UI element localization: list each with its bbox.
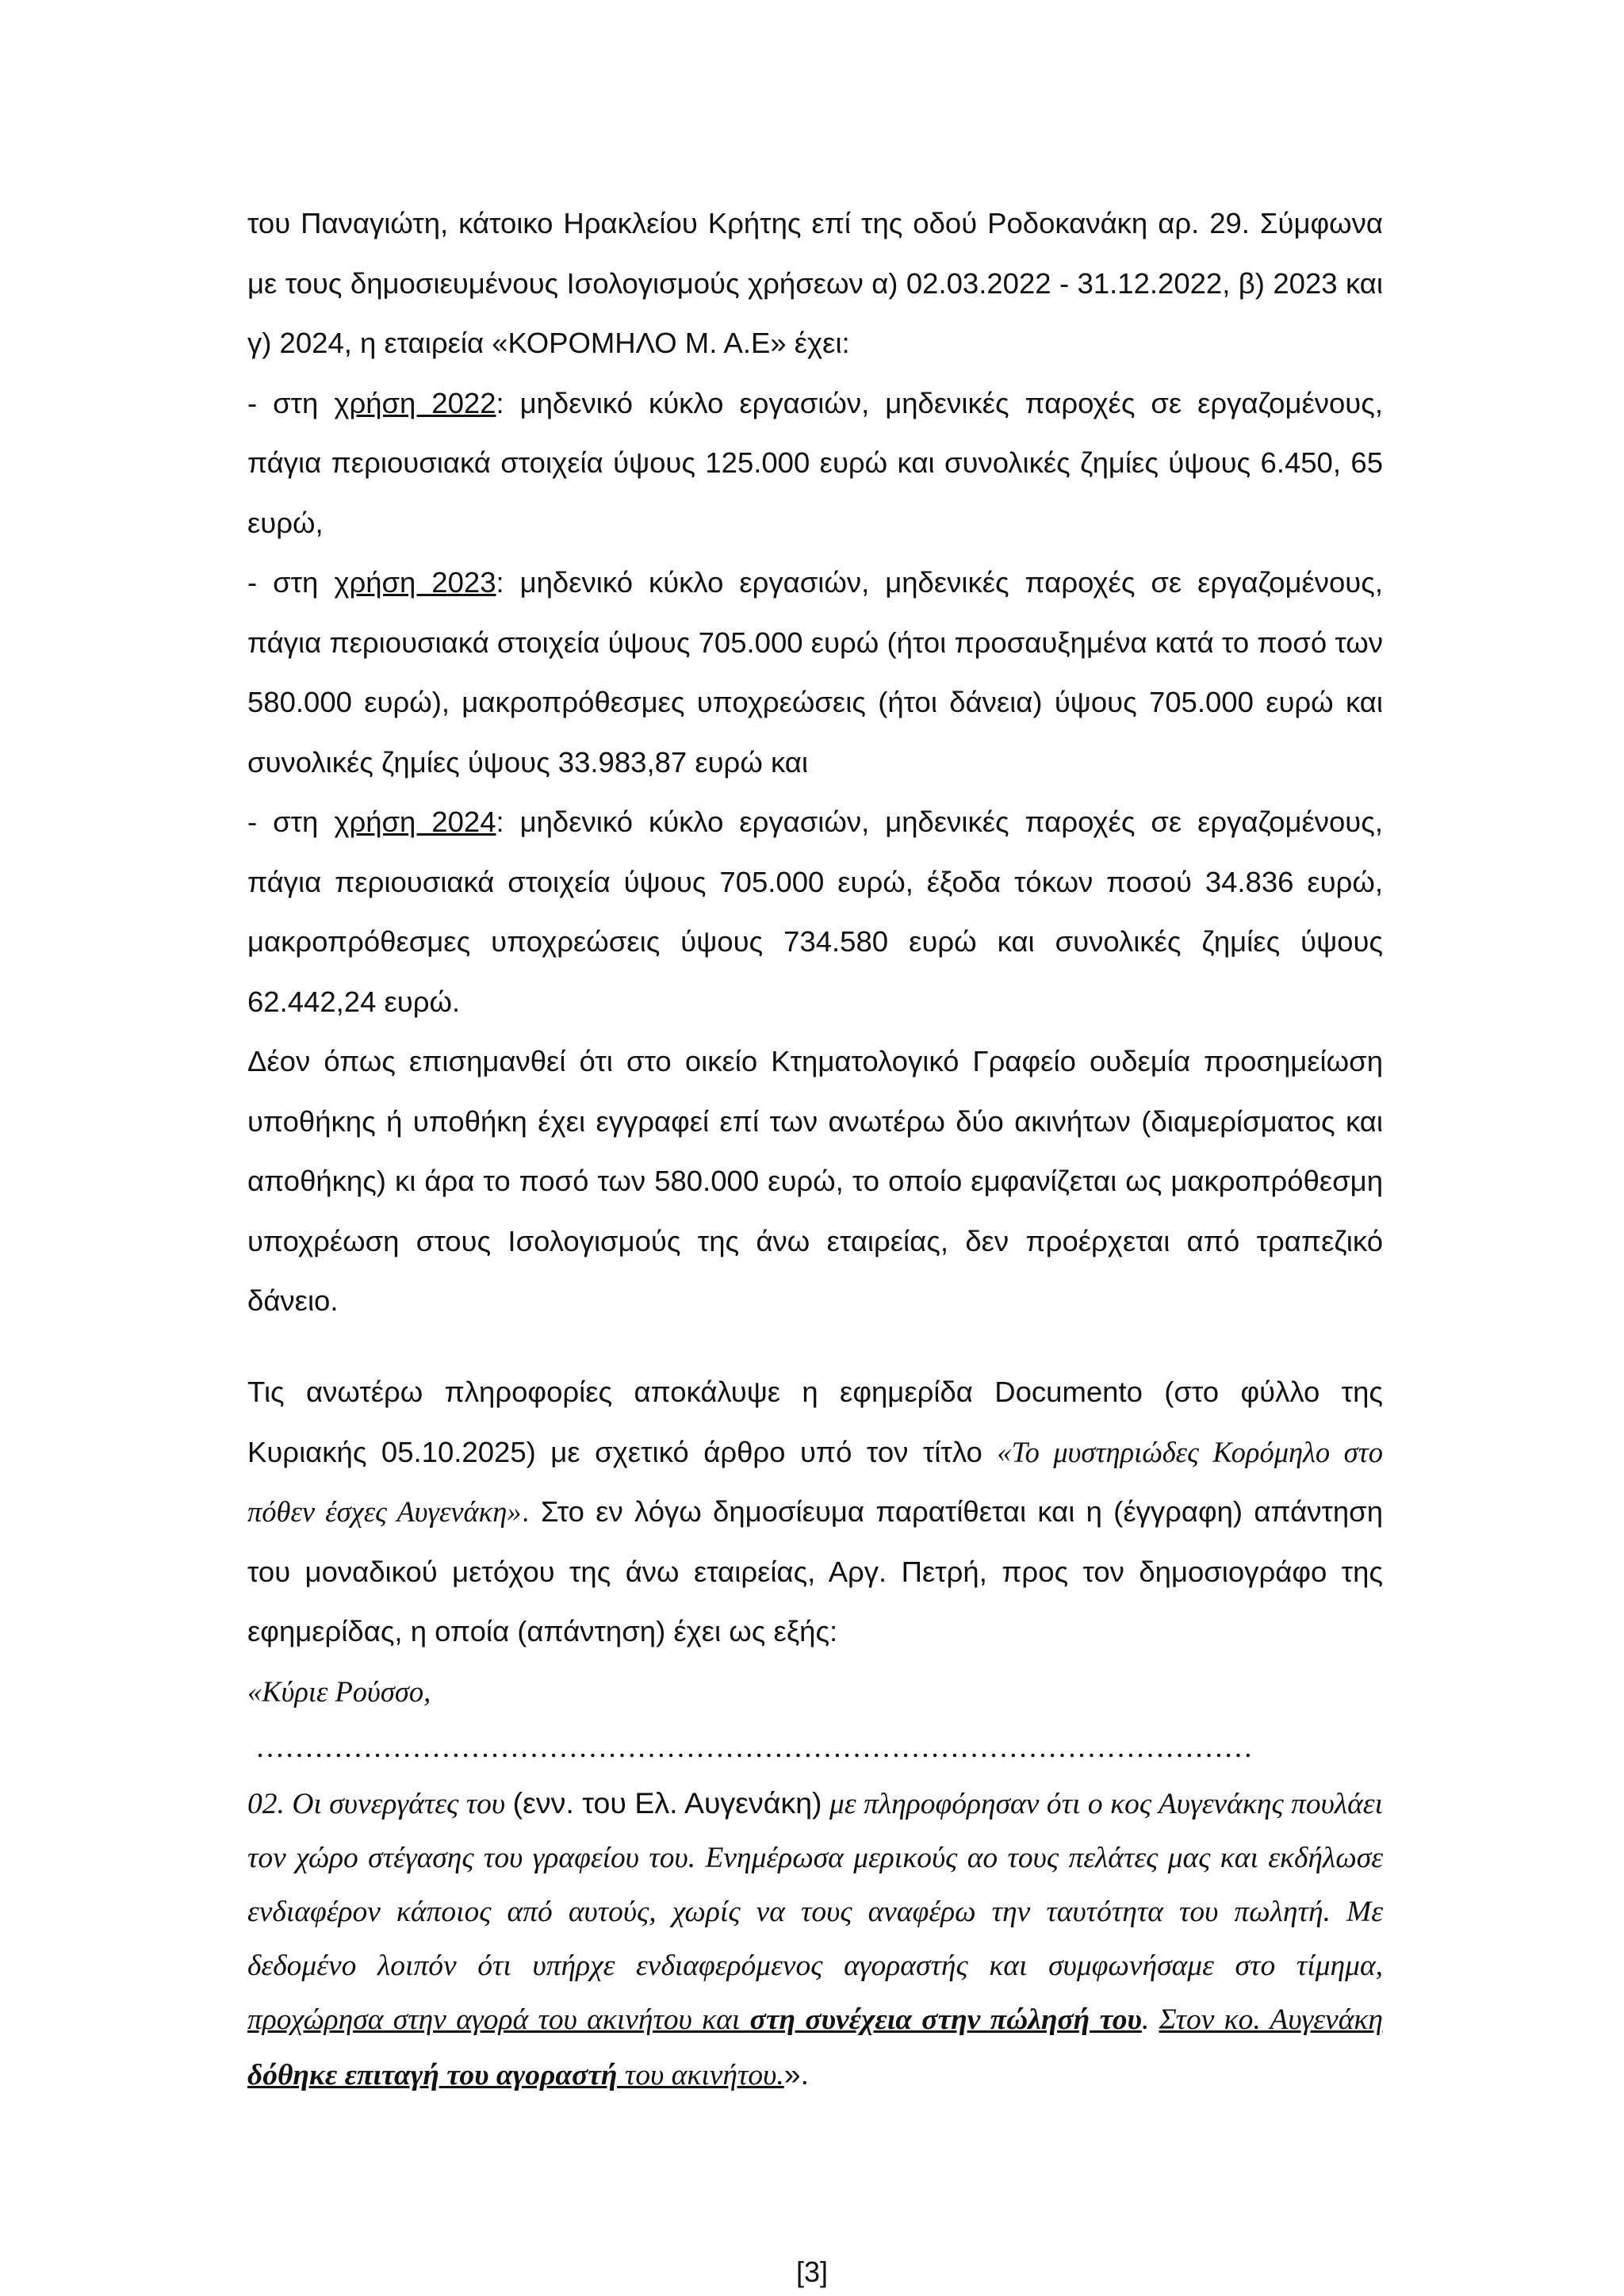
quoted-reply: 02. Οι συνεργάτες του (ενν. του Ελ. Αυγενάκη) με πληροφόρησαν ότι ο κος Αυγενάκης πουλάει τον χώρο στέγασης του γραφείου του. Ενημέρωσα μερικούς αο τους πελάτες μας και εκδήλωσε ενδιαφέρον κάποιος από αυτούς, χωρίς να τους αναφέρω την ταυτότητα του πωλητή. Με δεδομένο λοιπόν ότι υπήρχε ενδιαφερόμενος αγοραστής και συμφωνήσαμε στο τίμημα, προχώρησα στην αγορά του ακινήτου και στη συνέχεια στην πώλησή του. Στον κο. Αυγενάκη δόθηκε επιταγή του αγοραστή του ακινήτου.».	[247, 1786, 1384, 2091]
year-2024-label: χρήση 2024	[334, 806, 496, 838]
quote-bracket: (ενν. του Ελ. Αυγενάκη)	[512, 1786, 822, 1820]
year-2024-item: - στη χρήση 2024: μηδενικό κύκλο εργασιών, μηδενικές παροχές σε εργαζομένους, πάγια περιουσιακά στοιχεία ύψους 705.000 ευρώ, έξοδα τόκων ποσού 34.836 ευρώ, μακροπρόθεσμες υποχρεώσεις ύψους 734.580 ευρώ και συνολικές ζημίες ύψους 62.442,24 ευρώ.	[247, 806, 1384, 1018]
page-number: [3]	[795, 2256, 829, 2288]
ellipsis-line: …………………………………………………………………………………………	[255, 1732, 1253, 1764]
article-paragraph	[247, 1362, 1383, 1721]
article-title: «Το μυστηριώδες Κορόμηλο στο πόθεν έσχες Αυγενάκη»	[247, 1435, 1383, 1528]
article-text: Τις ανωτέρω πληροφορίες αποκάλυψε η εφημερίδα Documento (στο φύλλο της Κυριακής 05.10.2025) με σχετικό άρθρο υπό τον τίτλο «Το μυστηριώδες Κορόμηλο στο πόθεν έσχες Αυγενάκη». Στο εν λόγω δημοσίευμα παρατίθεται και η (έγγραφη) απάντηση του μοναδικού μετόχου της άνω εταιρείας, Αργ. Πετρή, προς τον δημοσιογράφο της εφημερίδας, η οποία (απάντηση) έχει ως εξής:	[247, 1376, 1383, 1647]
main-text-block	[247, 193, 1383, 1331]
note-paragraph: Δέον όπως επισημανθεί ότι στο οικείο Κτηματολογικό Γραφείο ουδεμία προσημείωση υποθήκης ή υποθήκη έχει εγγραφεί επί των ανωτέρω δύο ακινήτων (διαμερίσματος και αποθήκης) κι άρα το ποσό των 580.000 ευρώ, το οποίο εμφανίζεται ως μακροπρόθεσμη υποχρέωση στους Ισολογισμούς της άνω εταιρείας, δεν προέρχεται από τραπεζικό δάνειο.	[247, 1045, 1383, 1317]
year-2022-label: χρήση 2022	[334, 386, 496, 419]
year-2023-label: χρήση 2023	[334, 566, 496, 599]
year-2022-item: - στη χρήση 2022: μηδενικό κύκλο εργασιών, μηδενικές παροχές σε εργαζομένους, πάγια περιουσιακά στοιχεία ύψους 125.000 ευρώ και συνολικές ζημίες ύψους 6.450, 65 ευρώ,	[247, 386, 1384, 539]
intro-paragraph: του Παναγιώτη, κάτοικο Ηρακλείου Κρήτης επί της οδού Ροδοκανάκη αρ. 29. Σύμφωνα με τους δημοσιευμένους Ισολογισμούς χρήσεων α) 02.03.2022 - 31.12.2022, β) 2023 και γ) 2024, η εταιρεία «ΚΟΡΟΜΗΛΟ Μ. Α.Ε» έχει:	[247, 207, 1383, 359]
salutation: «Κύριε Ρούσσο,	[247, 1674, 431, 1708]
year-2023-item: - στη χρήση 2023: μηδενικό κύκλο εργασιών, μηδενικές παροχές σε εργαζομένους, πάγια περιουσιακά στοιχεία ύψους 705.000 ευρώ (ήτοι προσαυξημένα κατά το ποσό των 580.000 ευρώ), μακροπρόθεσμες υποχρεώσεις (ήτοι δάνεια) ύψους 705.000 ευρώ και συνολικές ζημίες ύψους 33.983,87 ευρώ και	[247, 566, 1384, 779]
